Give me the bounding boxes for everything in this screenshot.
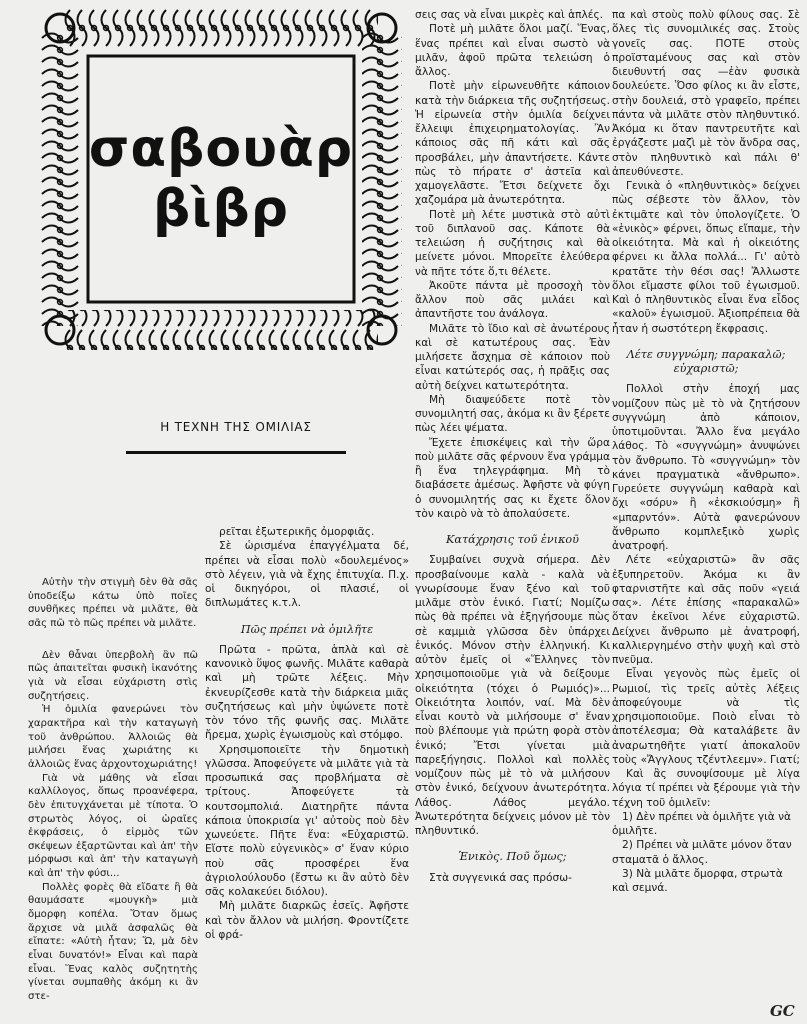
paragraph: Αὐτὴν τὴν στιγμὴ δὲν θὰ σᾶς ὑποδείξω κάτω ὑπὸ ποῖες συνθῆκες πρέπει νὰ μιλᾶτε, θὰ σᾶς πῶ τὸ πῶς πρέπει νὰ μιλᾶτε. bbox=[28, 577, 198, 629]
paragraph: Εἶναι γεγονὸς πὼς ἐμεῖς οἱ Ρωμιοί, τὶς τρεῖς αὐτὲς λέξεις ἀποφεύγουμε νὰ τὶς χρησιμοποιοῦμε. Ποιὸ εἶναι τὸ ἀποτέλεσμα; Θὰ καταλάβετε ἂν ἀναρωτηθῆτε γιατί ἀποκαλοῦν τοὺς «Ἄγγλους τζέντλεεμν». Γιατί; bbox=[612, 668, 800, 766]
paragraph: Χρησιμοποιεῖτε τὴν δημοτικὴ γλῶσσα. Ἀποφεύγετε νὰ μιλᾶτε γιὰ τὰ προσωπικά σας προβλήματα σὲ τρίτους. Ἀποφεύγετε τὰ κουτσομπολιά. Διατηρῆτε πάντα κάποια ὑποκρισία γι' αὐτοὺς ποὺ δὲν χωνεύετε. Πῆτε ἕνα: «Εὐχαριστῶ. Εἴστε πολὺ εὐγενικὸς» σ' ἕναν κύριο ποὺ σᾶς προσφέρει ἕνα ἀγριολούλουδο (ἔστω κι ἂν αὐτὸ δὲν σᾶς κολακεύει διόλου). bbox=[205, 743, 409, 898]
text-column-1 bbox=[28, 576, 198, 1004]
section-label: Η ΤΕΧΝΗ ΤΗΣ ΟΜΙΛΙΑΣ bbox=[160, 420, 312, 434]
paragraph: ρεῖται ἐξωτερικῆς ὀμορφιᾶς. bbox=[219, 526, 375, 538]
title-line-2: βὶβρ bbox=[153, 179, 289, 239]
paragraph: Ἡ ὁμιλία φανερώνει τὸν χαρακτῆρα καὶ τὴν καταγωγὴ τοῦ ἀνθρώπου. Ἀλλοιῶς θὰ μιλήσει ἕνας χωριάτης κι ἀλλοιῶς ἕνας ἀρχοντοχωριάτης! bbox=[28, 704, 198, 770]
subheading: Κατάχρησις τοῦ ἑνικοῦ bbox=[446, 533, 579, 546]
paragraph: Γενικὰ ὁ «πληθυντικὸς» δείχνει πὼς σέβεστε τὸν ἄλλον, τὸν ἐκτιμᾶτε καὶ τὸν ὑπολογίζετε. Ὁ «ἑνικὸς» φέρνει, ὅπως εἴπαμε, τὴν οἰκειότητα. Μὰ καὶ ἡ οἰκειότης φέρνει κι ἄλλα πολλά... Γι' αὐτὸ κρατᾶτε τὴν θέσι σας! Ἄλλωστε ὅλοι εἴμαστε φίλοι τοῦ ἐγωισμοῦ. Καὶ ὁ πληθυντικὸς εἶναι ἕνα εἶδος «καλοῦ» ἐγωισμοῦ. Ἀξιοπρέπεια θὰ ἦταν ἡ σωστότερη ἔκφρασις. bbox=[612, 180, 800, 335]
text-column-2 bbox=[205, 525, 409, 942]
list-item: 2) Πρέπει νὰ μιλᾶτε μόνον ὅταν σταματᾶ ὁ ἄλλος. bbox=[612, 839, 792, 866]
paragraph: Ποτὲ μὴ λέτε μυστικὰ στὸ αὐτὶ τοῦ διπλανοῦ σας. Κάποτε θὰ τελειώση ἡ συζήτησις καὶ θὰ μείνετε μόνοι. Μπορεῖτε ἐλεύθερα νὰ πῆτε τότε ὅ,τι θέλετε. bbox=[415, 208, 610, 278]
subheading: Πῶς πρέπει νὰ ὁμιλῆτε bbox=[240, 622, 374, 636]
paragraph: σεις σας νὰ εἶναι μικρὲς καὶ ἁπλές. bbox=[415, 9, 604, 21]
paragraph: Μιλᾶτε τὸ ἴδιο καὶ σὲ ἀνωτέρους καὶ σὲ κατωτέρους σας. Ἐὰν μιλήσετε ἄσχημα σὲ κάποιον ποὺ εἶναι κατώτερός σας, ἡ πρᾶξις σας αὐτὴ δείχνει κατωτερότητα. bbox=[415, 322, 610, 392]
section-rule bbox=[126, 451, 346, 454]
paragraph: Καὶ ἂς συνοψίσουμε μὲ λίγα λόγια τί πρέπει νὰ ξέρουμε γιὰ τὴν τέχνη τοῦ ὁμιλεῖν: bbox=[612, 768, 800, 809]
paragraph: Ἀκοῦτε πάντα μὲ προσοχὴ τὸν ἄλλον ποὺ σᾶς μιλάει καὶ ἀπαντῆστε του ἀνάλογα. bbox=[415, 279, 610, 321]
paragraph: Ποτὲ μὴν εἰρωνευθῆτε κάποιον κατὰ τὴν διάρκεια τῆς συζητήσεως. Ἡ εἰρωνεία στὴν ὁμιλία δείχνει ἔλλειψι ἐπιχειρηματολογίας. Ἂν κάποιος σᾶς πῆ κάτι καὶ σᾶς προσβάλει, μὴν ἀπαντήσετε. Κάντε πὼς τὸ πήρατε σ' ἀστεῖα καὶ χαμογελᾶστε. Ἔτσι δείχνετε ὄχι χαζομάρα μὰ ἀνωτερότητα. bbox=[415, 80, 610, 207]
paragraph: Συμβαίνει συχνὰ σήμερα. Δὲν προσβαίνουμε καλὰ - καλὰ νὰ γνωρίσουμε ἕναν ξένο καὶ τοῦ μιλᾶμε στὸν ἑνικό. Γιατί; Νομίζω πὼς θὰ πρέπει νὰ ἐξηγήσουμε πὼς σὲ καμμιὰ γλῶσσα δὲν ὑπάρχει ἑνικός. Μόνον στὴν ἑλληνική. Κι αὐτὸν ἐμεῖς οἱ «Ἕλληνες τὸν χρησιμοποιοῦμε γιὰ νὰ δείξουμε οἰκειότητα (τόχει ὁ Ρωμιός)»... Οἰκειότητα λοιπόν, ναί. Μὰ δὲν εἶναι κουτὸ νὰ μιλήσουμε σ' ἕναν ποὺ βλέπουμε γιὰ πρώτη φορὰ στὸν ἑνικό; Ἔτσι γίνεται μιὰ παρεξήγησις. Πολλοὶ καὶ πολλὲς νομίζουν πὼς μὲ τὸ νὰ μιλήσουν στὸν ἑνικό, δείχνουν ἀνωτερότητα. Λάθος. Λάθος μεγάλο. Ἀνωτερότητα δείχνεις μόνον μὲ τὸν πληθυντικό. bbox=[415, 554, 610, 837]
list-item: 3) Νὰ μιλᾶτε ὄμορφα, στρωτὰ καὶ σεμνά. bbox=[612, 867, 783, 894]
paragraph: Γιὰ νὰ μάθης νὰ εἶσαι καλλίλογος, ὅπως προανέφερα, δὲν ἐπιτυγχάνεται μὲ τίποτα. Ὁ στρωτὸς λόγος, οἱ ὡραῖες ἐκφράσεις, ὁ εἱρμὸς τῶν σκέψεων ἐξαρτῶνται καὶ ἀπ' τὴν μόρφωσι καὶ ἀπ' τὴν καταγωγὴ καὶ ἀπ' τὴν φύσι... bbox=[28, 772, 198, 880]
title-line-1: σαβουὰρ bbox=[88, 119, 354, 179]
paragraph: Ἔχετε ἐπισκέψεις καὶ τὴν ὥρα ποὺ μιλᾶτε σᾶς φέρνουν ἕνα γράμμα ἢ ἕνα τηλεγράφημα. Μὴ τὸ διαβάσετε ἀμέσως. Ἀφῆστε νὰ φύγη ὁ συνομιλητής σας κι ἔχετε ὅλον τὸν καιρὸ νὰ τὸ ἀπολαύσετε. bbox=[415, 436, 610, 520]
paragraph: Λέτε «εὐχαριστῶ» ἂν σᾶς ἐξυπηρετοῦν. Ἀκόμα κι ἂν φταρνιστῆτε καὶ σᾶς ποῦν «γειά σας». Λέτε ἐπίσης «παρακαλῶ» ὅταν ἐκεῖνοι λένε εὐχαριστῶ. Δείχνει ἄνθρωπο μὲ ἀνατροφή, καλλιεργημένο στὴν ψυχὴ καὶ στὸ πνεῦμα. bbox=[612, 554, 800, 666]
list-item: 1) Δὲν πρέπει νὰ ὁμιλῆτε γιὰ νὰ ὁμιλῆτε. bbox=[612, 810, 792, 837]
paragraph: Πολλοὶ στὴν ἐποχή μας νομίζουν πὼς μὲ τὸ νὰ ζητήσουν συγγνώμη ἀπὸ κάποιον, ὑποτιμοῦνται. Ἄλλο ἕνα μεγάλο λάθος. Τὸ «συγγνώμη» ἀνυψώνει τὸν ἄνθρωπο. Τὸ «συγγνώμη» τὸν κάνει πραγματικὰ «ἄνθρωπο». Γυρεύετε συγγνώμη καθαρὰ καὶ ὄχι «σόρυ» ἢ «ἐκσκιούσμη» ἢ «μπαρντόν». Αὐτὰ φανερώνουν ἄνθρωπο κομπλεξικὸ χωρὶς ἀνατροφή. bbox=[612, 383, 800, 552]
title-block bbox=[40, 8, 402, 350]
text-column-4 bbox=[612, 8, 800, 895]
paragraph: Πρῶτα - πρῶτα, ἁπλὰ καὶ σὲ κανονικὸ ὕψος φωνῆς. Μιλᾶτε καθαρὰ καὶ μὴ τρῶτε λέξεις. Μὴν ἐκνευρίζεσθε κατὰ τὴν διάρκεια μιᾶς συζητήσεως καὶ μὴν ὑψώνετε ποτὲ τὸν τόνο τῆς φωνῆς σας. Μιλᾶτε ἤρεμα, χωρὶς ἐγωισμοὺς καὶ στόμφο. bbox=[205, 643, 409, 742]
text-column-3 bbox=[415, 8, 610, 885]
watermark-logo: GC bbox=[770, 1002, 795, 1020]
paragraph: Δὲν θἆναι ὑπερβολὴ ἂν πῶ πῶς ἀπαιτεῖται φυσικὴ ἱκανότης γιὰ νὰ εἶσαι εὐχάριστη στὶς συζητήσεις. bbox=[28, 649, 198, 702]
paragraph: Στὰ συγγενικά σας πρόσω- bbox=[429, 871, 572, 884]
subheading: Λέτε συγγνώμη; παρακαλῶ; εὐχαριστῶ; bbox=[626, 347, 786, 375]
paragraph: Μὴ μιλᾶτε διαρκῶς ἐσεῖς. Ἀφῆστε καὶ τὸν ἄλλον νὰ μιλήση. Φροντίζετε οἱ φρά- bbox=[205, 900, 409, 941]
paragraph: Πολλὲς φορὲς θὰ εἴδατε ἢ θὰ θαυμάσατε «μουγκὴ» μιὰ ὄμορφη κοπέλα. Ὅταν ὅμως ἄρχισε νὰ μιλᾶ ἀσφαλῶς θὰ εἴπατε: «Αὐτὴ ἦταν; Ὤ, μὰ δὲν εἶναι δυνατόν!» Εἶναι καὶ παρὰ εἶναι. Ἕνας καλὸς συζητητὴς γίνεται συμπαθὴς ἀκόμη κι ἂν στε- bbox=[28, 881, 198, 1003]
subheading: Ἑνικὸς. Ποῦ ὅμως; bbox=[458, 850, 567, 864]
paragraph: Ποτὲ μὴ μιλᾶτε ὅλοι μαζί. Ἕνας, ἕνας πρέπει καὶ εἶναι σωστὸ νὰ μιλᾶν, ἀφοῦ πρῶτα τελειώση ὁ ἄλλος. bbox=[415, 23, 610, 78]
paragraph: πα καὶ στοὺς πολὺ φίλους σας. Σὲ ὅλες τὶς συνομιλικές σας. Στοὺς γονεῖς σας. ΠΟΤΕ στοὺς προϊσταμένους σας καὶ στὸν διευθυντή σας —ἐὰν φυσικὰ δουλεύετε. Ὅσο φίλος κι ἂν εἶστε, στὴν δουλειά, στὸ γραφεῖο, πρέπει πάντα νὰ μιλᾶτε στὸν πληθυντικό. Ἀκόμα κι ὅταν παντρευτῆτε καὶ ἐργάζεστε μαζὶ μὲ τὸν ἄνδρα σας, στὸν πληθυντικὸ καὶ πάλι θ' ἀπευθύνεστε. bbox=[612, 9, 800, 178]
paragraph: Σὲ ὡρισμένα ἐπαγγέλματα δέ, πρέπει νὰ εἶσαι πολὺ «δουλεμένος» στὸ λέγειν, γιὰ νὰ ἔχης ἐπιτυχία. Π.χ. οἱ δικηγόροι, οἱ πλασιέ, οἱ διπλωμάτες κ.τ.λ. bbox=[205, 540, 409, 610]
paragraph: Μὴ διαψεύδετε ποτὲ τὸν συνομιλητή σας, ἀκόμα κι ἂν ξέρετε πὼς λέει ψέματα. bbox=[415, 393, 610, 435]
